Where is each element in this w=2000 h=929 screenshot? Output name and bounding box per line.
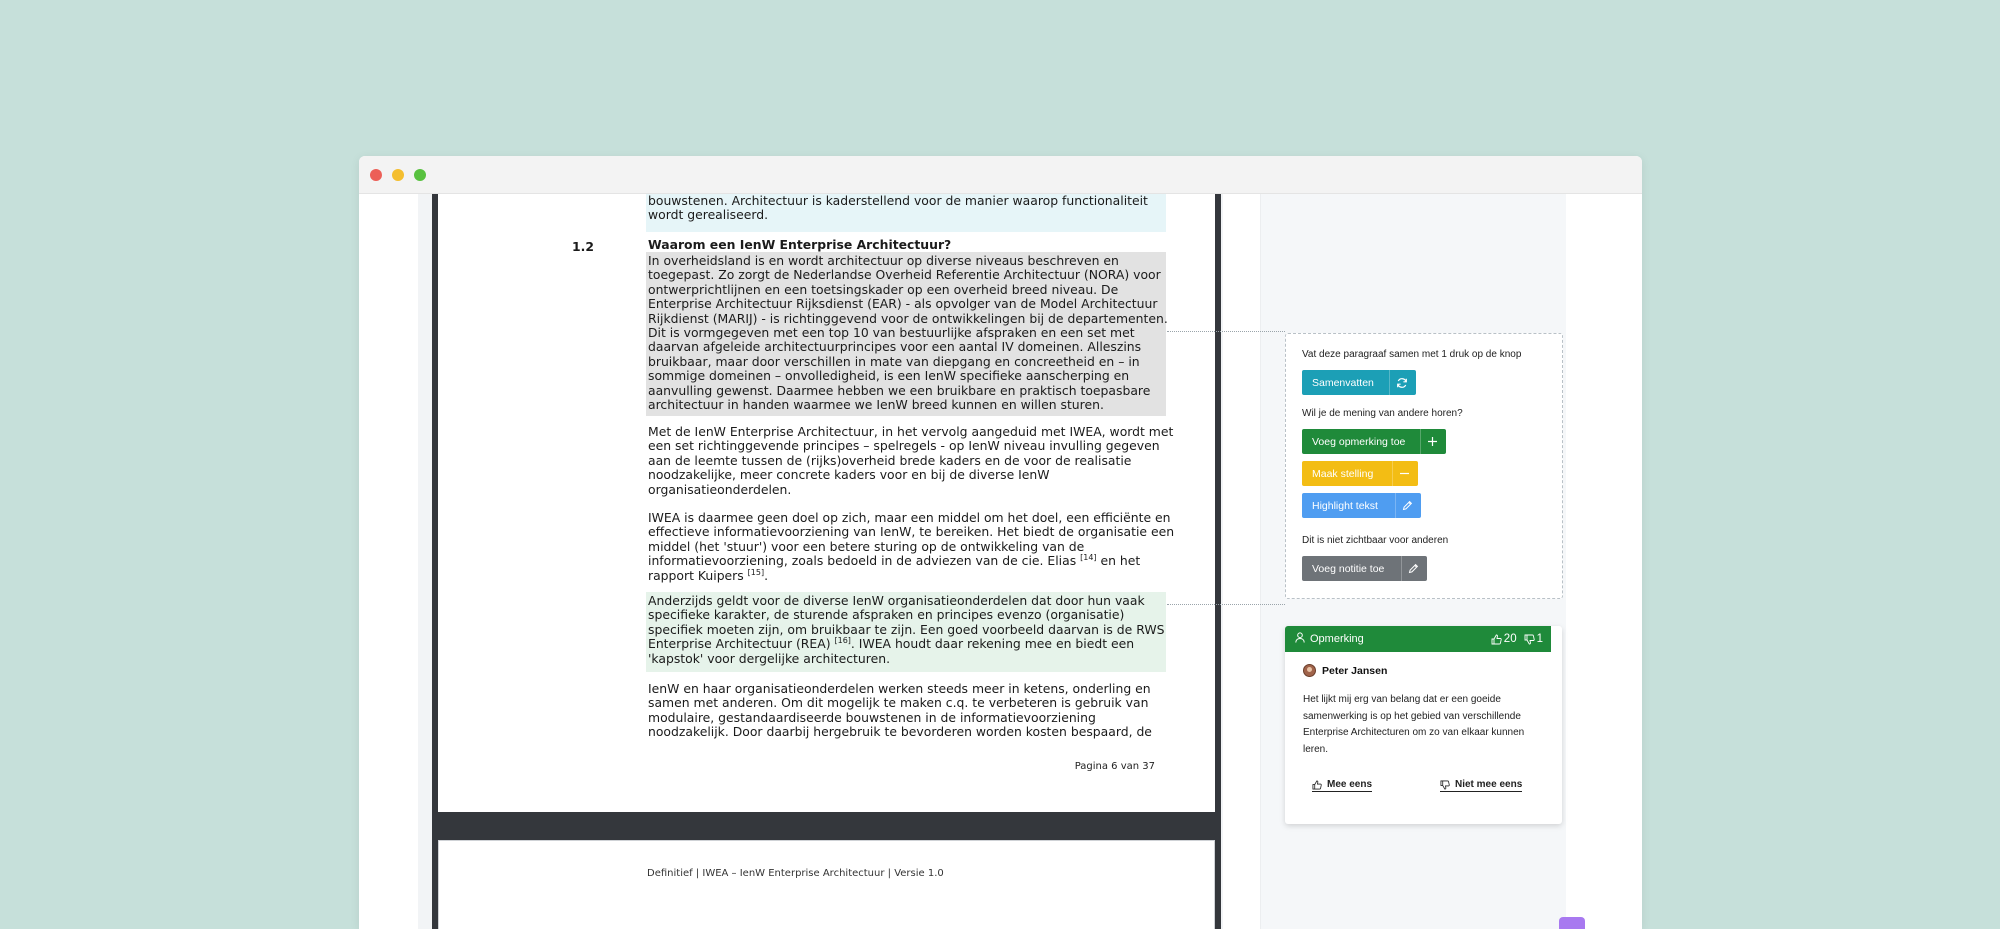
text-line: Anderzijds geldt voor de diverse IenW organisatieonderdelen dat door hun vaak xyxy=(648,593,1145,608)
text-fragment: . xyxy=(764,567,769,583)
paragraph-actions-box xyxy=(1285,333,1563,599)
text-fragment: en het xyxy=(1096,553,1141,569)
text-line: specifieke karakter, de sturende afspraken en principes evenzo (organisatie) xyxy=(648,607,1125,623)
page-header: Definitief | IWEA – IenW Enterprise Architectuur | Versie 1.0 xyxy=(647,868,944,879)
disagree-label: Niet mee eens xyxy=(1455,779,1523,790)
text-line xyxy=(648,637,1164,651)
text-line: middel (het 'stuur') voor een betere sturing op de ontwikkeling van de xyxy=(648,538,1085,554)
section-number: 1.2 xyxy=(572,239,594,254)
add-comment-button[interactable] xyxy=(1302,429,1446,454)
section-title: Waarom een IenW Enterprise Architectuur? xyxy=(648,237,952,252)
text-line: IWEA is daarmee geen doel op zich, maar een middel om het doel, een efficiënte en xyxy=(648,510,1171,525)
refresh-icon xyxy=(1396,370,1408,395)
comment-header xyxy=(1285,626,1551,652)
text-line: bruikbaar, maar door verschillen in mate van diepgang en concreetheid en – in xyxy=(648,353,1140,369)
add-note-button[interactable] xyxy=(1302,556,1427,581)
text-line: organisatieonderdelen. xyxy=(648,481,792,497)
text-line: wordt gerealiseerd. xyxy=(648,207,769,223)
summarize-button[interactable] xyxy=(1302,370,1416,395)
highlight-text-button[interactable] xyxy=(1302,493,1421,518)
page-number: Pagina 6 van 37 xyxy=(1074,761,1155,772)
text-line: architectuur in handen waarmee we IenW breed kunnen en willen sturen. xyxy=(648,397,1104,413)
maximize-window-button[interactable] xyxy=(414,169,426,181)
footnote-ref[interactable]: [16] xyxy=(834,636,851,646)
section-heading xyxy=(646,238,1166,252)
chat-launcher-button[interactable] xyxy=(1559,917,1585,929)
text-line: noodzakelijke, meer concrete kaders voor en bij de diverse IenW xyxy=(648,467,1050,483)
text-line: aanvulling gewenst. Daarmee hebben we een bruikbare en praktisch toepasbare xyxy=(648,382,1151,398)
summarize-prompt: Vat deze paragraaf samen met 1 druk op de knop xyxy=(1302,349,1522,360)
pdf-page-next xyxy=(438,840,1215,929)
button-divider xyxy=(1389,370,1390,395)
paragraph-iwea[interactable] xyxy=(646,423,1174,499)
make-statement-button[interactable] xyxy=(1302,461,1418,486)
avatar xyxy=(1303,664,1316,677)
agree-button[interactable] xyxy=(1312,779,1372,792)
text-fragment: rapport Kuipers xyxy=(648,567,748,583)
text-fragment: Enterprise Architectuur (REA) xyxy=(648,636,835,652)
connector-line xyxy=(1167,604,1285,605)
text-line: modulaire, gestandaardiseerde bouwstenen in de informatievoorziening xyxy=(648,709,1096,725)
text-line: Met de IenW Enterprise Architectuur, in het vervolg aangeduid met IWEA, wordt met xyxy=(648,424,1174,439)
note-label: Voeg notitie toe xyxy=(1312,562,1385,575)
opinion-prompt: Wil je de mening van andere horen? xyxy=(1302,408,1463,419)
thumbs-up-icon xyxy=(1312,780,1322,790)
text-line: Dit is vormgegeven met een top 10 van bestuurlijke afspraken en een set met xyxy=(648,325,1135,341)
footnote-ref[interactable]: [15] xyxy=(747,567,765,577)
text-line: daarvan afgeleide architectuurprincipes voor een aantal IV domeinen. Alleszins xyxy=(648,339,1142,355)
thumbs-down-icon xyxy=(1440,780,1450,790)
text-line: toegepast. Zo zorgt de Nederlandse Overheid Referentie Architectuur (NORA) voor xyxy=(648,267,1161,283)
text-line: In overheidsland is en wordt architectuur op diverse niveaus beschreven en xyxy=(648,253,1119,268)
minimize-window-button[interactable] xyxy=(392,169,404,181)
disagree-button[interactable] xyxy=(1440,779,1522,792)
comment-author xyxy=(1303,664,1387,677)
private-prompt: Dit is niet zichtbaar voor anderen xyxy=(1302,535,1449,546)
highlight-label: Highlight tekst xyxy=(1312,499,1378,512)
thumbs-up-icon xyxy=(1491,634,1502,645)
text-line: IenW en haar organisatieonderdelen werken steeds meer in ketens, onderling en xyxy=(648,681,1151,696)
user-icon xyxy=(1295,632,1305,646)
text-line: 'kapstok' voor dergelijke architecturen. xyxy=(648,650,891,666)
text-line: specifiek moeten zijn, om bruikbaar te zijn. Een goed voorbeeld daarvan is de RWS xyxy=(648,621,1165,637)
thumbs-down-icon xyxy=(1524,634,1535,645)
paragraph-top[interactable] xyxy=(646,194,1166,232)
statement-label: Maak stelling xyxy=(1312,467,1374,480)
app-window xyxy=(359,156,1642,929)
document-viewer[interactable] xyxy=(418,194,1223,929)
like-count[interactable] xyxy=(1491,633,1517,645)
text-line: een set richtinggevende principes – spelregels - op IenW niveau invulling gegeven xyxy=(648,438,1160,454)
connector-line xyxy=(1167,331,1285,332)
paragraph-highlighted-grey[interactable] xyxy=(646,252,1166,416)
button-divider xyxy=(1395,493,1396,518)
text-line: aan de leemte tussen de (rijks)overheid brede kaders en de voor de realisatie xyxy=(648,452,1132,468)
minus-icon xyxy=(1399,461,1410,486)
comment-text: Het lijkt mij erg van belang dat er een goeide samenwerking is op het gebied van verschillende Enterprise Architecturen om zo van elkaar kunnen leren. xyxy=(1303,694,1525,755)
like-count-value: 20 xyxy=(1503,633,1517,645)
paragraph-bottom[interactable] xyxy=(646,680,1166,742)
text-fragment: informatievoorziening, zoals bedoeld in de adviezen van de cie. Elias xyxy=(648,553,1077,569)
text-line: sommige domeinen – onvolledigheid, is een IenW specifieke aanscherping en xyxy=(648,368,1130,384)
vote-counts xyxy=(1491,626,1543,652)
dislike-count[interactable] xyxy=(1524,633,1543,645)
pencil-icon xyxy=(1408,556,1419,581)
pdf-canvas xyxy=(432,194,1221,929)
comment-header-label: Opmerking xyxy=(1310,633,1364,645)
text-line: effectieve informatievoorziening van IenW, te bereiken. Het biedt de organisatie een xyxy=(648,524,1175,540)
pencil-icon xyxy=(1402,493,1413,518)
text-line: noodzakelijk. Door daarbij hergebruik te bevorderen worden kosten bespaard, de xyxy=(648,724,1152,740)
text-line: ontwerprichtlijnen en een toetsingskader op een overheid breed niveau. De xyxy=(648,281,1119,297)
pdf-page xyxy=(438,194,1215,812)
left-margin xyxy=(359,194,418,929)
app-content xyxy=(359,194,1642,929)
button-divider xyxy=(1392,461,1393,486)
close-window-button[interactable] xyxy=(370,169,382,181)
paragraph-goal[interactable] xyxy=(646,509,1175,585)
text-line xyxy=(648,554,1164,568)
text-line: Rijkdienst (MARIJ) - is richtinggevend voor de ontwikkelingen bij de departementen. xyxy=(648,310,1168,326)
agree-label: Mee eens xyxy=(1327,779,1373,790)
text-line: bouwstenen. Architectuur is kaderstellend voor de manier waarop functionaliteit xyxy=(648,193,1148,208)
author-name: Peter Jansen xyxy=(1322,664,1388,677)
text-line: Enterprise Architectuur Rijksdienst (EAR) - als opvolger van de Model Architectuur xyxy=(648,296,1158,312)
paragraph-highlighted-green[interactable] xyxy=(646,592,1166,672)
window-titlebar xyxy=(359,156,1642,194)
comment-label: Voeg opmerking toe xyxy=(1312,435,1406,448)
footnote-ref[interactable]: [14] xyxy=(1080,553,1097,563)
plus-icon xyxy=(1427,429,1438,454)
summarize-label: Samenvatten xyxy=(1312,376,1374,389)
button-divider xyxy=(1401,556,1402,581)
text-line xyxy=(648,569,1164,583)
comment-card xyxy=(1285,626,1562,824)
text-line: samen met anderen. Om dit mogelijk te maken c.q. te verbeteren is gebruik van xyxy=(648,695,1149,711)
text-fragment: . IWEA houdt daar rekening mee en biedt een xyxy=(850,636,1135,652)
button-divider xyxy=(1420,429,1421,454)
dislike-count-value: 1 xyxy=(1536,633,1543,645)
